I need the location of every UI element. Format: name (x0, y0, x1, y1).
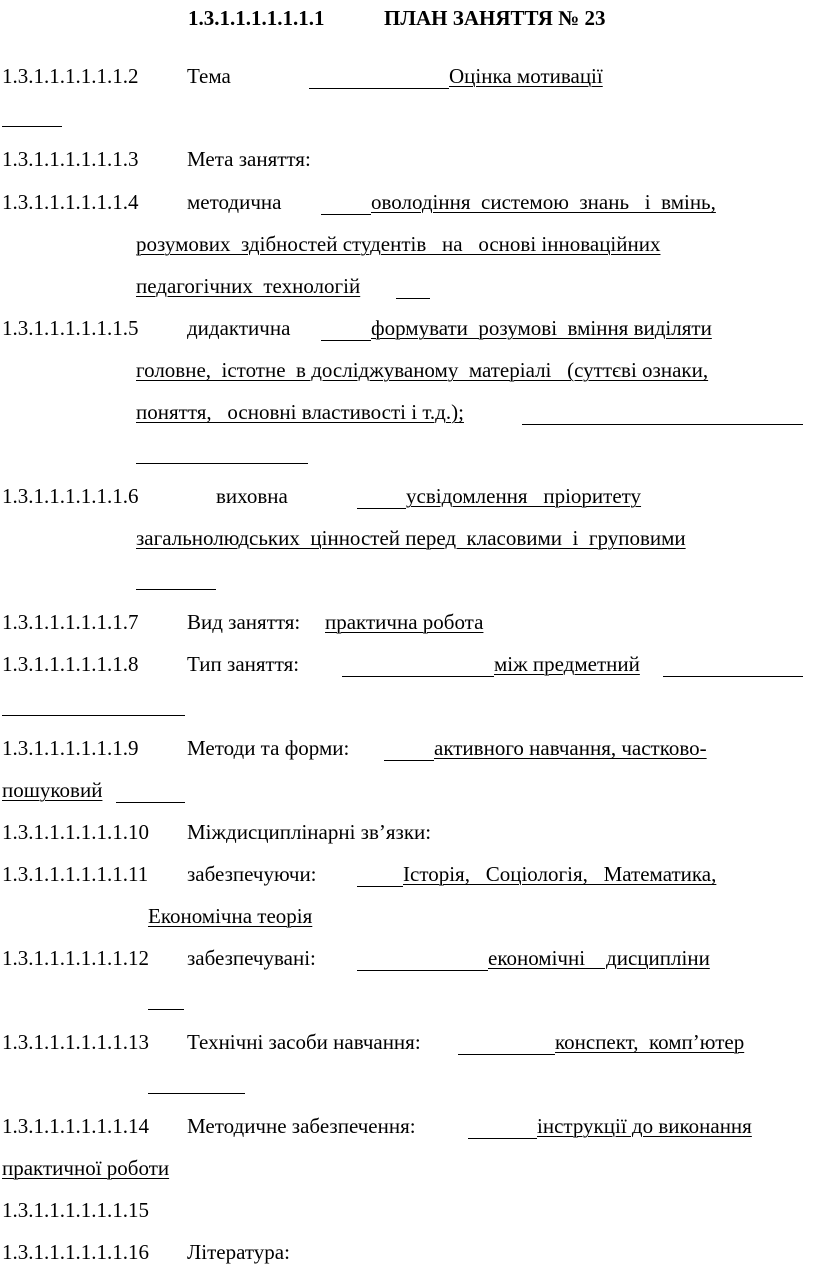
item-number: 1.3.1.1.1.1.1.1.12 (2, 946, 149, 970)
fill-line (458, 1054, 555, 1055)
methodical-support: інструкції до виконання (537, 1114, 752, 1138)
item-label: Вид заняття: (187, 610, 301, 634)
educational-goal: загальнолюдських цінностей перед класовими і груповими (136, 526, 686, 550)
item-number: 1.3.1.1.1.1.1.1.2 (2, 64, 139, 88)
item-label: Методи та форми: (187, 736, 350, 760)
fill-line (321, 340, 371, 341)
item-label: методична (187, 190, 282, 214)
topic-value: Оцінка мотивації (449, 64, 603, 88)
item-label: Методичне забезпечення: (187, 1114, 416, 1138)
fill-line (116, 802, 185, 803)
page-title: ПЛАН ЗАНЯТТЯ № 23 (384, 6, 606, 30)
item-label: Тема (187, 64, 231, 88)
item-label: дидактична (187, 316, 291, 340)
item-number: 1.3.1.1.1.1.1.1.14 (2, 1114, 149, 1138)
fill-line (148, 1093, 245, 1094)
fill-line (136, 463, 308, 464)
fill-line (148, 1009, 184, 1010)
item-number: 1.3.1.1.1.1.1.1.10 (2, 820, 149, 844)
methodical-goal: оволодіння системою знань і вмінь, (371, 190, 716, 214)
fill-line (384, 760, 434, 761)
didactic-goal: формувати розумові вміння виділяти (371, 316, 712, 340)
item-number: 1.3.1.1.1.1.1.1.15 (2, 1198, 149, 1222)
fill-line (2, 126, 62, 127)
fill-line (663, 676, 803, 677)
item-label: Тип заняття: (187, 652, 300, 676)
item-label: Міждисциплінарні зв’язки: (187, 820, 432, 844)
item-label: Технічні засоби навчання: (187, 1030, 421, 1054)
fill-line (2, 715, 185, 716)
item-label: Мета заняття: (187, 147, 311, 171)
prerequisite-subjects: Економічна теорія (148, 904, 313, 928)
lesson-kind: практична робота (325, 610, 484, 634)
item-number: 1.3.1.1.1.1.1.1.6 (2, 484, 139, 508)
item-number: 1.3.1.1.1.1.1.1.8 (2, 652, 139, 676)
fill-line (342, 676, 494, 677)
methodical-goal: педагогічних технологій (136, 274, 361, 298)
technical-means: конспект, комп’ютер (555, 1030, 745, 1054)
fill-line (357, 886, 403, 887)
item-label: виховна (216, 484, 288, 508)
didactic-goal: головне, істотне в досліджуваному матеріалі (суттєві ознаки, (136, 358, 709, 382)
methodical-support: практичної роботи (2, 1156, 170, 1180)
item-label: забезпечувані: (187, 946, 316, 970)
methodical-goal: розумових здібностей студентів на основі інноваційних (136, 232, 661, 256)
fill-line (396, 298, 430, 299)
item-number: 1.3.1.1.1.1.1.1.13 (2, 1030, 149, 1054)
methods-value: пошуковий (2, 778, 103, 802)
fill-line (136, 589, 216, 590)
plan-number: 1.3.1.1.1.1.1.1.1 (188, 6, 325, 30)
prerequisite-subjects: Історія, Соціологія, Математика, (403, 862, 717, 886)
fill-line (357, 508, 406, 509)
fill-line (522, 424, 803, 425)
dependent-subjects: економічні дисципліни (488, 946, 710, 970)
educational-goal: усвідомлення пріоритету (406, 484, 642, 508)
fill-line (321, 214, 371, 215)
item-number: 1.3.1.1.1.1.1.1.9 (2, 736, 139, 760)
fill-line (309, 88, 449, 89)
item-number: 1.3.1.1.1.1.1.1.3 (2, 147, 139, 171)
item-label: Література: (187, 1240, 290, 1264)
fill-line (357, 970, 488, 971)
didactic-goal: поняття, основні властивості і т.д.); (136, 400, 464, 424)
item-number: 1.3.1.1.1.1.1.1.16 (2, 1240, 149, 1264)
methods-value: активного навчання, частково- (434, 736, 707, 760)
item-number: 1.3.1.1.1.1.1.1.4 (2, 190, 139, 214)
item-number: 1.3.1.1.1.1.1.1.11 (2, 862, 149, 886)
lesson-type: між предметний (494, 652, 640, 676)
fill-line (468, 1138, 537, 1139)
item-label: забезпечуючи: (187, 862, 317, 886)
item-number: 1.3.1.1.1.1.1.1.7 (2, 610, 139, 634)
item-number: 1.3.1.1.1.1.1.1.5 (2, 316, 139, 340)
